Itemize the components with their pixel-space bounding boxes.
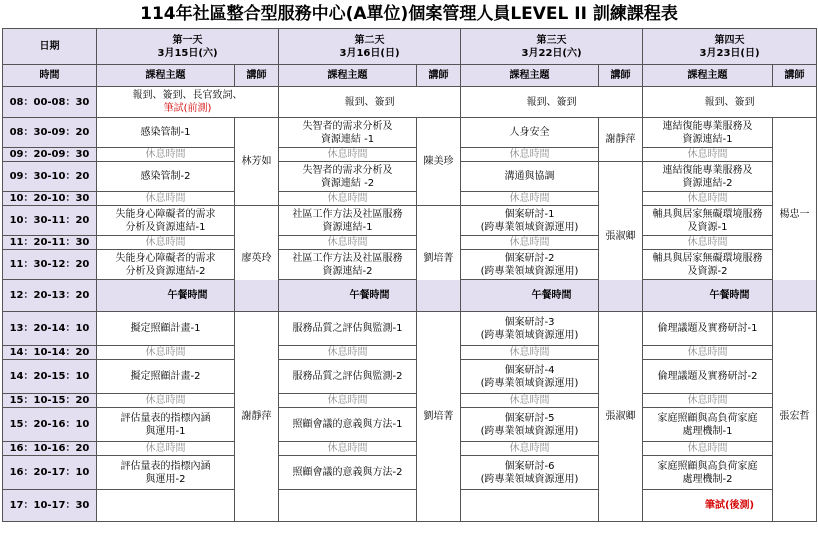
break-cell: 休息時間 bbox=[461, 346, 599, 360]
table-row bbox=[3, 192, 817, 206]
session-cell: 報到、簽到 bbox=[279, 87, 461, 118]
session-line: 資源連結-1 bbox=[682, 133, 733, 145]
session-cell: 擬定照顧計畫-1 bbox=[97, 312, 235, 346]
time-cell: 15：10-15：20 bbox=[3, 394, 97, 408]
session-cell bbox=[461, 312, 599, 346]
session-cell: 倫理議題及實務研討-2 bbox=[643, 360, 773, 394]
table-row bbox=[3, 312, 817, 346]
session-line: 與運用-2 bbox=[145, 473, 186, 485]
session-cell bbox=[461, 206, 599, 236]
time-cell: 12：20-13：20 bbox=[3, 280, 97, 312]
session-line: (跨專業領域資源運用) bbox=[480, 265, 579, 277]
break-cell: 休息時間 bbox=[461, 394, 599, 408]
table-row bbox=[3, 456, 817, 490]
time-cell: 15：20-16：10 bbox=[3, 408, 97, 442]
session-line: 評估量表的指標內涵 bbox=[120, 412, 211, 424]
break-cell: 休息時間 bbox=[97, 394, 235, 408]
break-cell: 休息時間 bbox=[461, 148, 599, 162]
break-cell: 休息時間 bbox=[279, 148, 417, 162]
session-line: (跨專業領域資源運用) bbox=[480, 425, 579, 437]
session-cell bbox=[643, 408, 773, 442]
session-line: 失智者的需求分析及 bbox=[302, 164, 393, 176]
time-cell: 10：30-11：20 bbox=[3, 206, 97, 236]
session-cell: 服務品質之評估與監測-1 bbox=[279, 312, 417, 346]
session-cell: 人身安全 bbox=[461, 118, 599, 148]
session-cell: 感染管制-2 bbox=[97, 162, 235, 192]
session-line: 處理機制-2 bbox=[682, 473, 733, 485]
table-row bbox=[3, 250, 817, 280]
session-cell bbox=[279, 162, 417, 192]
break-cell: 休息時間 bbox=[643, 346, 773, 360]
table-row bbox=[3, 236, 817, 250]
session-cell: 倫理議題及實務研討-1 bbox=[643, 312, 773, 346]
break-cell: 休息時間 bbox=[279, 192, 417, 206]
empty-cell bbox=[97, 490, 643, 522]
instructor-cell: 林芳如 bbox=[235, 118, 279, 206]
session-line: 個案研討-1 bbox=[504, 208, 555, 220]
header-row-days bbox=[3, 29, 817, 65]
day-name: 第四天 bbox=[714, 34, 745, 46]
time-cell: 08：30-09：20 bbox=[3, 118, 97, 148]
break-cell: 休息時間 bbox=[461, 192, 599, 206]
topic-header: 課程主題 bbox=[461, 65, 599, 87]
instructor-header: 講師 bbox=[773, 65, 817, 87]
session-cell: 照顧會議的意義與方法-2 bbox=[279, 456, 417, 490]
break-cell: 休息時間 bbox=[643, 442, 773, 456]
page-title: 114年社區整合型服務中心(A單位)個案管理人員LEVEL II 訓練課程表 bbox=[140, 4, 678, 24]
instructor-cell: 謝靜萍 bbox=[235, 312, 279, 522]
date-header: 日期 bbox=[3, 29, 97, 65]
session-line: 分析及資源連結-2 bbox=[125, 265, 206, 277]
posttest-cell: 筆試(後測) bbox=[643, 490, 817, 522]
session-line: 個案研討-3 bbox=[504, 316, 555, 328]
table-row bbox=[3, 118, 817, 148]
session-line: 連結復能專業服務及 bbox=[662, 120, 753, 132]
break-cell: 休息時間 bbox=[279, 442, 417, 456]
session-line: 資源連結 -2 bbox=[320, 177, 375, 189]
instructor-cell: 楊忠一 bbox=[773, 118, 817, 312]
session-line: 與運用-1 bbox=[145, 425, 186, 437]
session-cell: 感染管制-1 bbox=[97, 118, 235, 148]
session-line: (跨專業領域資源運用) bbox=[480, 473, 579, 485]
time-cell: 14：20-15：10 bbox=[3, 360, 97, 394]
instructor-cell: 張淑卿 bbox=[599, 312, 643, 522]
session-cell bbox=[279, 250, 417, 280]
session-line: 失能身心障礙者的需求 bbox=[115, 252, 216, 264]
session-cell: 擬定照顧計畫-2 bbox=[97, 360, 235, 394]
table-row bbox=[3, 206, 817, 236]
topic-header: 課程主題 bbox=[279, 65, 417, 87]
session-line: 資源連結-1 bbox=[322, 221, 373, 233]
pretest-text: 筆試(前測) bbox=[163, 103, 212, 114]
break-cell: 休息時間 bbox=[279, 346, 417, 360]
break-cell: 休息時間 bbox=[279, 236, 417, 250]
instructor-cell: 廖英玲 bbox=[235, 206, 279, 312]
instructor-header: 講師 bbox=[599, 65, 643, 87]
session-line: 個案研討-2 bbox=[504, 252, 555, 264]
session-cell bbox=[97, 206, 235, 236]
time-cell: 16：10-16：20 bbox=[3, 442, 97, 456]
session-cell: 照顧會議的意義與方法-1 bbox=[279, 408, 417, 442]
session-line: 連結復能專業服務及 bbox=[662, 164, 753, 176]
instructor-cell: 謝靜萍 bbox=[599, 118, 643, 162]
table-row bbox=[3, 162, 817, 192]
instructor-cell: 劉培菁 bbox=[417, 206, 461, 312]
instructor-cell: 陳美珍 bbox=[417, 118, 461, 206]
session-line: 社區工作方法及社區服務 bbox=[292, 208, 403, 220]
time-cell: 10：20-10：30 bbox=[3, 192, 97, 206]
session-line: 資源連結-2 bbox=[322, 265, 373, 277]
session-cell bbox=[279, 118, 417, 148]
session-cell bbox=[461, 408, 599, 442]
session-cell bbox=[643, 162, 773, 192]
session-line: 輔具與居家無礙環境服務 bbox=[652, 208, 763, 220]
session-cell bbox=[643, 456, 773, 490]
table-row bbox=[3, 148, 817, 162]
topic-header: 課程主題 bbox=[643, 65, 773, 87]
session-line: 失智者的需求分析及 bbox=[302, 120, 393, 132]
session-text: 報到、簽到、長官致詞、 bbox=[132, 90, 243, 101]
session-line: 資源連結-2 bbox=[682, 177, 733, 189]
time-cell: 11：20-11：30 bbox=[3, 236, 97, 250]
session-line: (跨專業領域資源運用) bbox=[480, 329, 579, 341]
instructor-cell: 張淑卿 bbox=[599, 162, 643, 312]
session-line: 家庭照顧與高負荷家庭 bbox=[657, 460, 758, 472]
session-line: 失能身心障礙者的需求 bbox=[115, 208, 216, 220]
session-cell bbox=[279, 206, 417, 236]
lunch-cell: 午餐時間 bbox=[279, 280, 461, 312]
session-line: 處理機制-1 bbox=[682, 425, 733, 437]
time-cell: 14：10-14：20 bbox=[3, 346, 97, 360]
lunch-cell: 午餐時間 bbox=[461, 280, 643, 312]
session-line: 個案研討-6 bbox=[504, 460, 555, 472]
session-line: 個案研討-5 bbox=[504, 412, 555, 424]
session-line: 評估量表的指標內涵 bbox=[120, 460, 211, 472]
break-cell: 休息時間 bbox=[97, 192, 235, 206]
session-cell: 報到、簽到 bbox=[461, 87, 643, 118]
break-cell: 休息時間 bbox=[97, 442, 235, 456]
day-date: 3月16日(日) bbox=[339, 47, 400, 59]
session-cell bbox=[461, 250, 599, 280]
session-cell bbox=[97, 250, 235, 280]
break-cell: 休息時間 bbox=[643, 236, 773, 250]
session-line: 家庭照顧與高負荷家庭 bbox=[657, 412, 758, 424]
session-cell: 報到、簽到 bbox=[643, 87, 817, 118]
day-date: 3月22日(六) bbox=[521, 47, 582, 59]
time-cell: 13：20-14：10 bbox=[3, 312, 97, 346]
break-cell: 休息時間 bbox=[461, 442, 599, 456]
break-cell: 休息時間 bbox=[643, 394, 773, 408]
session-cell bbox=[643, 250, 773, 280]
session-cell bbox=[97, 87, 279, 118]
break-cell: 休息時間 bbox=[643, 192, 773, 206]
break-cell: 休息時間 bbox=[97, 346, 235, 360]
day-name: 第三天 bbox=[536, 34, 567, 46]
session-line: 及資源-2 bbox=[687, 265, 728, 277]
session-line: (跨專業領域資源運用) bbox=[480, 377, 579, 389]
instructor-cell: 劉培菁 bbox=[417, 312, 461, 522]
day-header-1 bbox=[97, 29, 279, 65]
table-row bbox=[3, 490, 817, 522]
session-cell bbox=[461, 360, 599, 394]
session-cell bbox=[643, 118, 773, 148]
session-line: 社區工作方法及社區服務 bbox=[292, 252, 403, 264]
session-line: (跨專業領域資源運用) bbox=[480, 221, 579, 233]
table-row bbox=[3, 394, 817, 408]
table-row bbox=[3, 346, 817, 360]
schedule-table bbox=[2, 28, 817, 522]
session-cell: 溝通與協調 bbox=[461, 162, 599, 192]
time-header: 時間 bbox=[3, 65, 97, 87]
table-row bbox=[3, 442, 817, 456]
day-header-4 bbox=[643, 29, 817, 65]
table-row bbox=[3, 87, 817, 118]
topic-header: 課程主題 bbox=[97, 65, 235, 87]
day-name: 第一天 bbox=[172, 34, 203, 46]
session-cell bbox=[97, 408, 235, 442]
header-row-columns bbox=[3, 65, 817, 87]
session-cell bbox=[643, 206, 773, 236]
session-cell bbox=[97, 456, 235, 490]
session-cell bbox=[461, 456, 599, 490]
session-line: 個案研討-4 bbox=[504, 364, 555, 376]
lunch-cell: 午餐時間 bbox=[643, 280, 817, 312]
break-cell: 休息時間 bbox=[643, 148, 773, 162]
break-cell: 休息時間 bbox=[461, 236, 599, 250]
time-cell: 09：20-09：30 bbox=[3, 148, 97, 162]
lunch-cell: 午餐時間 bbox=[97, 280, 279, 312]
time-cell: 17：10-17：30 bbox=[3, 490, 97, 522]
break-cell: 休息時間 bbox=[97, 148, 235, 162]
day-date: 3月23日(日) bbox=[699, 47, 760, 59]
table-row bbox=[3, 280, 817, 312]
break-cell: 休息時間 bbox=[279, 394, 417, 408]
session-line: 分析及資源連結-1 bbox=[125, 221, 206, 233]
time-cell: 16：20-17：10 bbox=[3, 456, 97, 490]
instructor-cell: 張宏哲 bbox=[773, 312, 817, 522]
instructor-header: 講師 bbox=[417, 65, 461, 87]
table-row bbox=[3, 360, 817, 394]
session-line: 輔具與居家無礙環境服務 bbox=[652, 252, 763, 264]
day-date: 3月15日(六) bbox=[157, 47, 218, 59]
session-line: 及資源-1 bbox=[687, 221, 728, 233]
session-cell: 服務品質之評估與監測-2 bbox=[279, 360, 417, 394]
day-header-3 bbox=[461, 29, 643, 65]
break-cell: 休息時間 bbox=[97, 236, 235, 250]
day-header-2 bbox=[279, 29, 461, 65]
time-cell: 08：00-08：30 bbox=[3, 87, 97, 118]
session-line: 資源連結 -1 bbox=[320, 133, 375, 145]
day-name: 第二天 bbox=[354, 34, 385, 46]
table-row bbox=[3, 408, 817, 442]
time-cell: 11：30-12：20 bbox=[3, 250, 97, 280]
instructor-header: 講師 bbox=[235, 65, 279, 87]
time-cell: 09：30-10：20 bbox=[3, 162, 97, 192]
